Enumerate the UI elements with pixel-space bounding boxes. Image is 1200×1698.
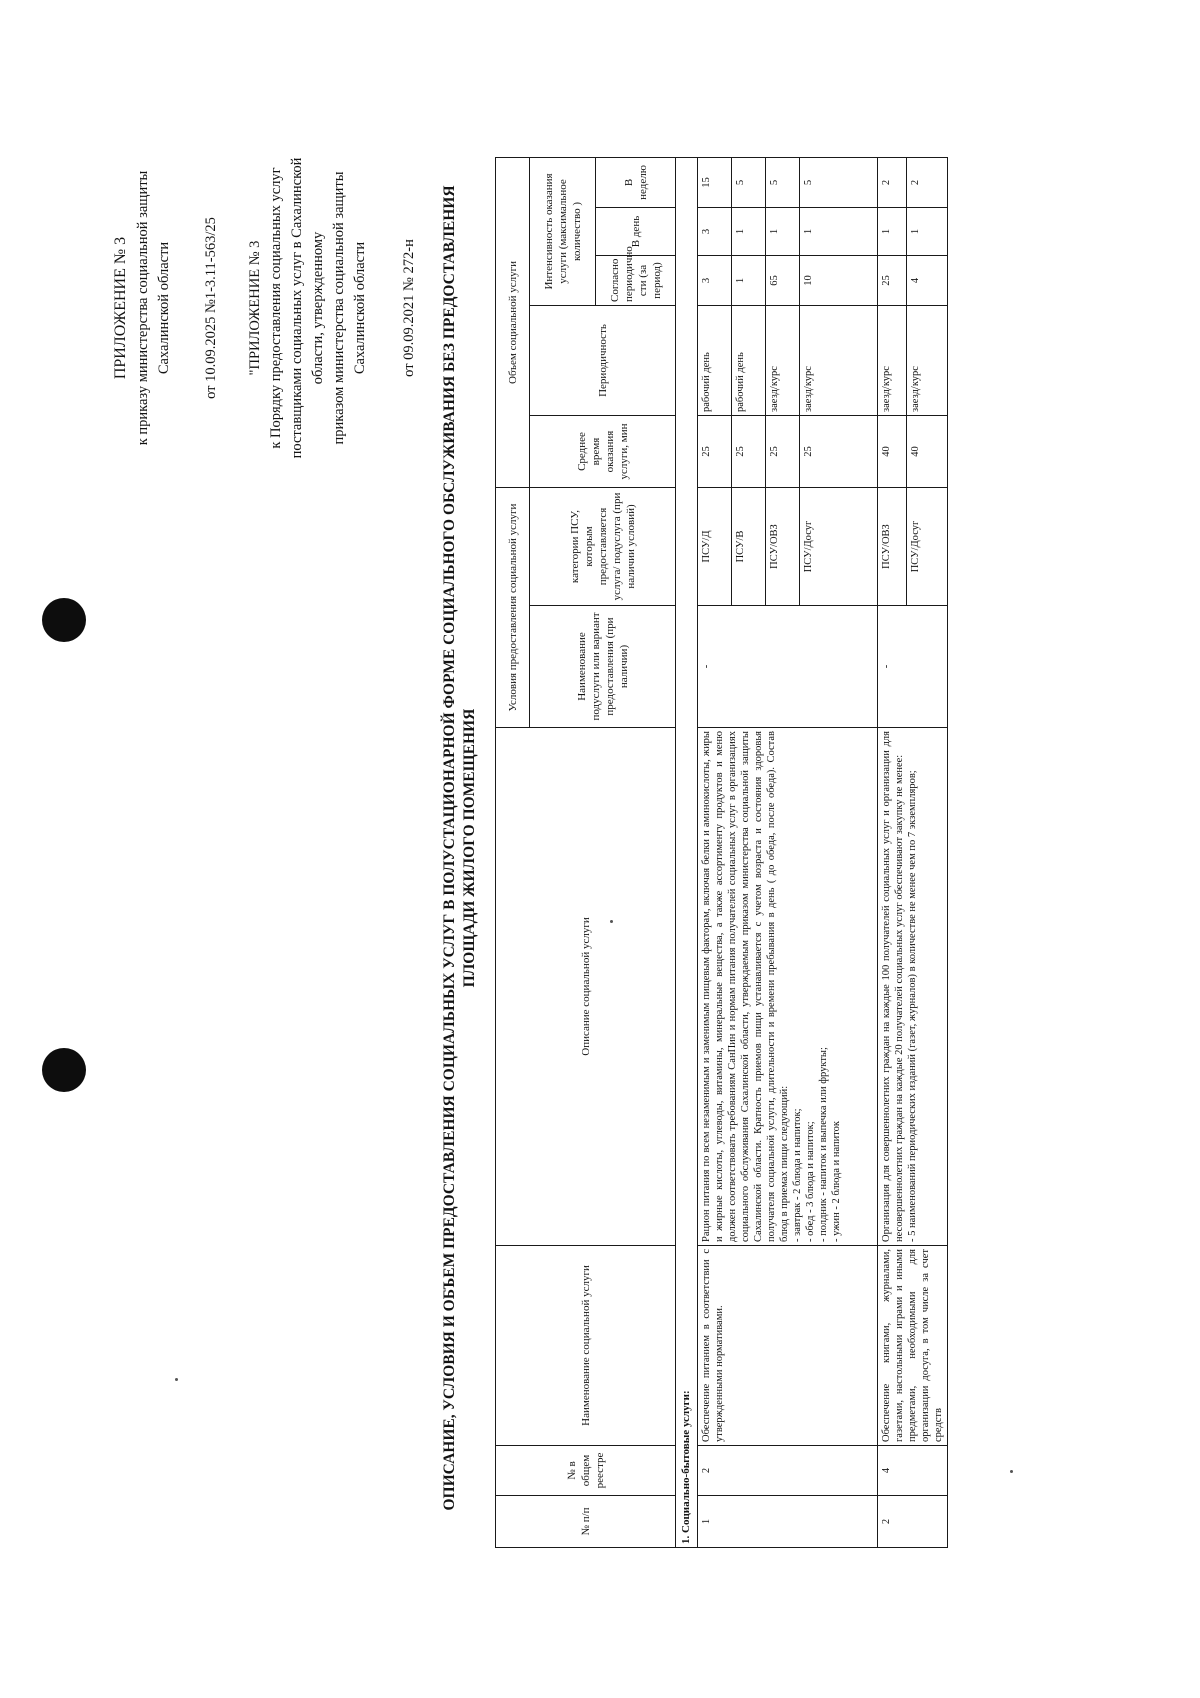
header-intensity: Интенсивность оказания услуги (максимальное количество ) [530,157,596,305]
previous-order-reference: от 09.09.2021 № 272-н [401,239,417,377]
previous-appendix-line: приказом министерства социальной защиты [331,171,347,445]
count-per-day: 1 [732,208,766,256]
periodicity: заезд/курс [878,306,907,416]
count-per-week: 5 [800,157,878,207]
count-per-day: 1 [878,208,907,256]
document-title: ОПИСАНИЕ, УСЛОВИЯ И ОБЪЕМ ПРЕДОСТАВЛЕНИЯ СОЦИАЛЬНЫХ УСЛУГ В ПОЛУСТАЦИОНАРНОЙ ФОРМЕ СОЦИАЛЬНОГО ОБСЛУЖИВАНИЯ БЕЗ ПРЕДОСТАВЛЕНИЯ ПЛОЩАДИ ЖИЛОГО ПОМЕЩЕНИЯ [441,185,478,1511]
count-per-week: 2 [906,157,947,207]
header-volume: Объем социальной услуги [496,157,530,487]
previous-appendix-line: области, утвержденному [310,231,326,385]
average-time: 40 [906,416,947,488]
service-name: Обеспечение питанием в соответствии с утвержденными нормативами. [698,1246,878,1446]
service-number: 1 [698,1496,878,1548]
average-time: 25 [766,416,800,488]
recipient-category: ПСУ/Д [698,488,732,606]
service-description [698,728,878,1246]
header-subservice: Наименование подуслуги или вариант предоставления (при наличии) [530,606,676,728]
order-reference: от 10.09.2025 №1-3.11-563/25 [203,217,219,399]
average-time: 25 [732,416,766,488]
description-paragraph: Организация для совершеннолетних граждан на каждые 100 получателей социальных услуг и организации для несовершеннолетних граждан на каждые 20 получателей социальных услуг обеспечивают закупку не менее: [881,731,905,1242]
header-per-week: В неделю [596,157,676,207]
service-subservice: - [878,606,948,728]
header-service-name: Наименование социальной услуги [496,1246,676,1446]
description-item: - завтрак - 2 блюда и напиток; [792,1108,803,1242]
description-item: - 5 наименований периодических изданий (газет, журналов) в количестве не менее чем по 7 экземпляров; [907,770,918,1242]
services-table [495,157,948,1548]
periodicity: заезд/курс [906,306,947,416]
service-registry-number: 4 [878,1446,948,1496]
appendix-header [110,98,222,518]
header-description: Описание социальной услуги [496,728,676,1246]
recipient-category: ПСУ/ОВЗ [766,488,800,606]
count-per-day: 1 [800,208,878,256]
description-paragraph: Рацион питания по всем незаменимым и заменимым пищевым факторам, включая белки и аминокислоты, жиры и жирные кислоты, углеводы, витамины, минеральные вещества, а также ассортименту продуктов и меню должен соответствовать требованиям СанПин и нормам питания получателей социальных услуг в организациях социального обслуживания Сахалинской области, утверждаемым приказом министерства социальной защиты Сахалинской области. Кратность приемов пищи устанавливается с учетом возраста и состояния здоровья получателя социальной услуги, длительности и времени пребывания в день ( до обеда, после обеда). Состав блюд в приемах пищи следующий: [701,731,790,1242]
service-name: Обеспечение книгами, журналами, газетами, настольными играми и иными предметами, необходимыми для организации досуга, в том числе за счет средств [878,1246,948,1446]
previous-appendix-header [245,98,420,518]
recipient-category: ПСУ/В [732,488,766,606]
description-item: - полдник - напиток и выпечка или фрукты; [818,1047,829,1242]
count-per-week: 15 [698,157,732,207]
count-per-day: 1 [906,208,947,256]
count-per-week: 2 [878,157,907,207]
header-num: № п/п [496,1496,676,1548]
average-time: 25 [800,416,878,488]
count-per-period: 3 [698,256,732,306]
description-item: - обед - 3 блюда и напиток; [805,1121,816,1242]
table-row [878,157,907,1547]
table-row [698,157,732,1547]
previous-appendix-line: к Порядку предоставления социальных услуг [268,167,284,449]
recipient-category: ПСУ/Досуг [800,488,878,606]
service-description [878,728,948,1246]
periodicity: заезд/курс [766,306,800,416]
count-per-period: 65 [766,256,800,306]
previous-appendix-title: "ПРИЛОЖЕНИЕ № 3 [247,240,263,376]
count-per-period: 25 [878,256,907,306]
previous-appendix-line: поставщиками социальных услуг в Сахалинской [289,157,305,459]
periodicity: заезд/курс [800,306,878,416]
service-registry-number: 2 [698,1446,878,1496]
header-category: категории ПСУ, которым предоставляется услуга/ подуслуга (при наличии условий) [530,488,676,606]
header-avg-time: Среднее время оказания услуги, мин [530,416,676,488]
count-per-period: 4 [906,256,947,306]
header-conditions: Условия предоставления социальной услуги [496,488,530,728]
appendix-region: Сахалинской области [156,241,172,375]
appendix-title: ПРИЛОЖЕНИЕ № 3 [112,236,129,380]
description-item: - ужин - 2 блюда и напиток [831,1120,842,1242]
header-per-day: В день [596,208,676,256]
count-per-period: 10 [800,256,878,306]
previous-appendix-line: Сахалинской области [352,241,368,375]
recipient-category: ПСУ/ОВЗ [878,488,907,606]
appendix-to: к приказу министерства социальной защиты [135,170,151,446]
average-time: 25 [698,416,732,488]
header-registry: № в общем реестре [496,1446,676,1496]
count-per-week: 5 [732,157,766,207]
count-per-week: 5 [766,157,800,207]
section-title: 1. Социально-бытовые услуги: [676,157,698,1547]
header-periodicity: Периодичность [530,306,676,416]
service-subservice: - [698,606,878,728]
count-per-day: 3 [698,208,732,256]
recipient-category: ПСУ/Досуг [906,488,947,606]
periodicity: рабочий день [698,306,732,416]
periodicity: рабочий день [732,306,766,416]
average-time: 40 [878,416,907,488]
count-per-day: 1 [766,208,800,256]
header-per-period: Согласно периодично сти (за период) [596,256,676,306]
service-number: 2 [878,1496,948,1548]
count-per-period: 1 [732,256,766,306]
